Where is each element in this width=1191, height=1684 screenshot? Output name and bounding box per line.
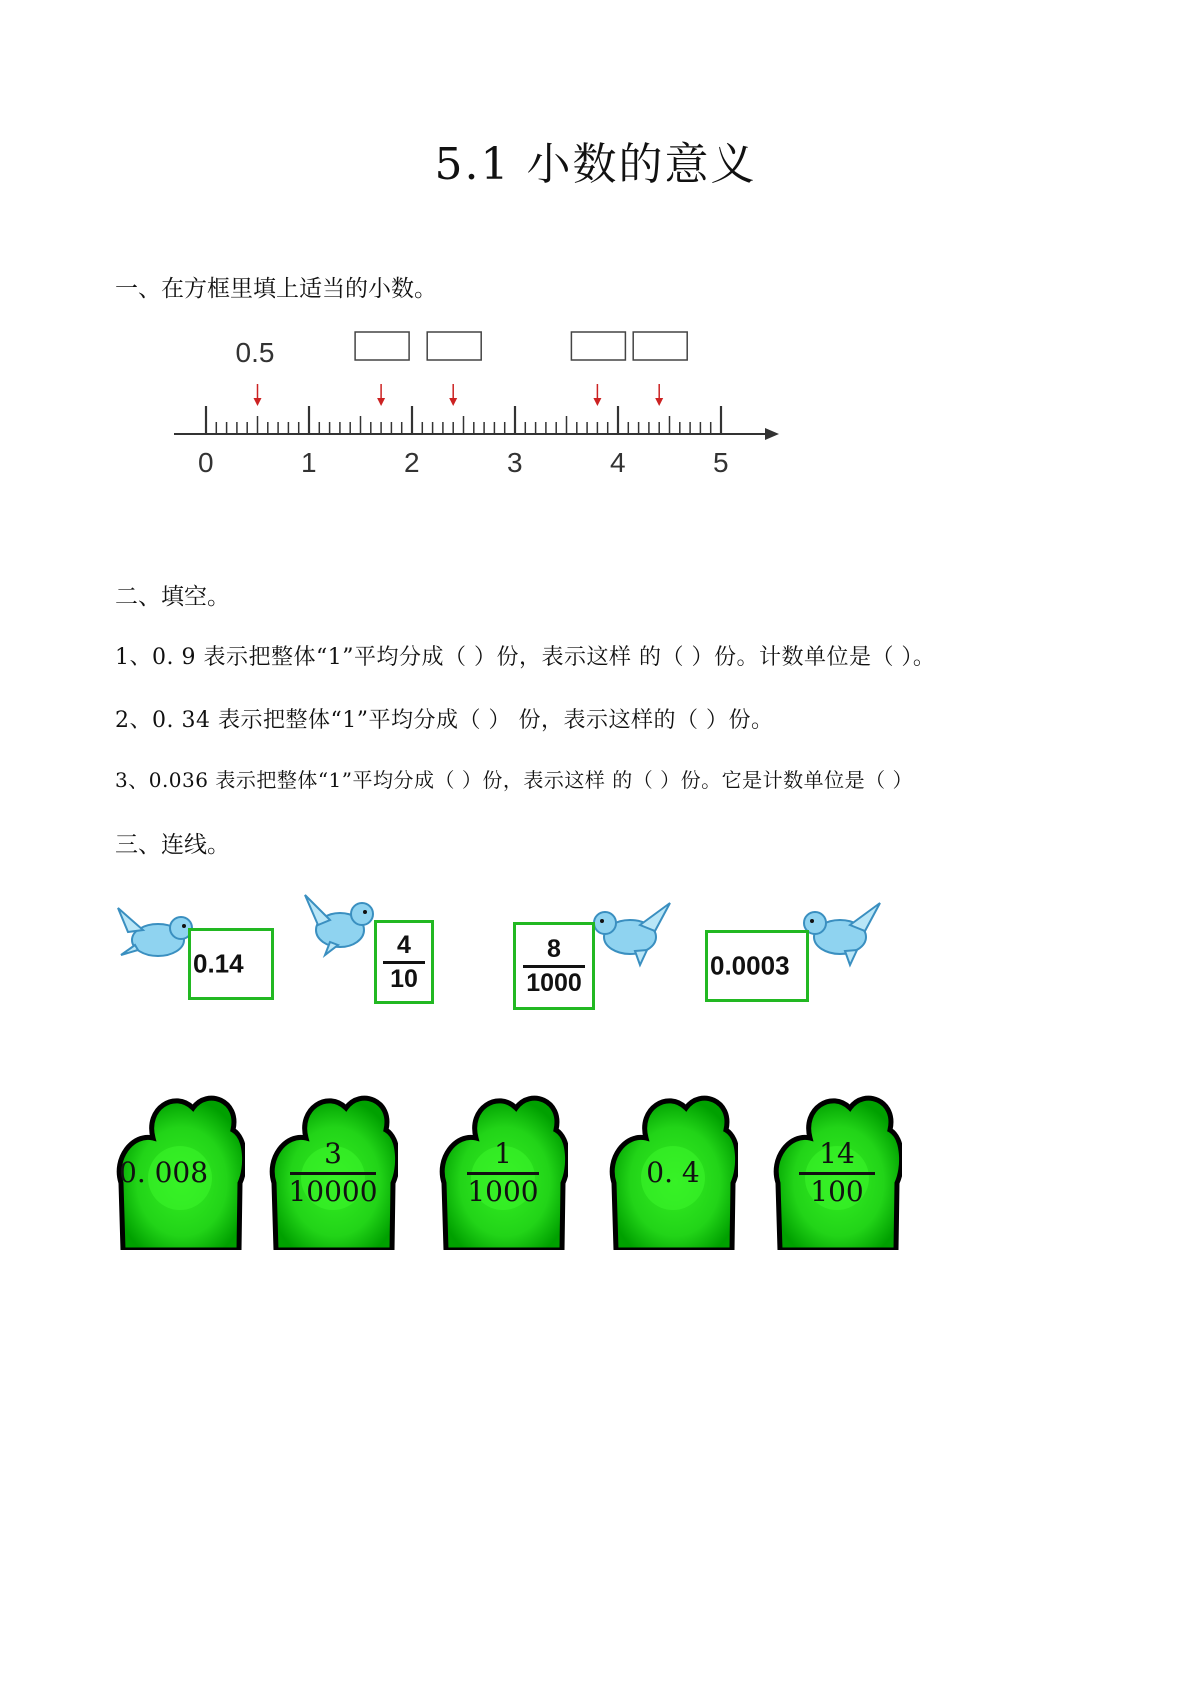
tick-label: 1: [301, 447, 317, 478]
section1-heading: 一、在方框里填上适当的小数。: [115, 276, 437, 302]
card-denominator: 1000: [526, 968, 582, 997]
answer-box[interactable]: [571, 332, 625, 360]
bush[interactable]: [772, 1078, 902, 1250]
bird-icon: [113, 900, 198, 970]
answer-box[interactable]: [633, 332, 687, 360]
number-line-arrowhead: [765, 428, 779, 440]
card-fraction[interactable]: [374, 920, 434, 1004]
number-line-given-label: 0.5: [235, 337, 275, 368]
answer-box[interactable]: [355, 332, 409, 360]
question-2: 2、0. 34 表示把整体“1”平均分成（ ） 份，表示这样的（ ）份。: [115, 708, 774, 733]
arrow-head: [593, 398, 601, 406]
bush[interactable]: [438, 1078, 568, 1250]
section3-heading: 三、连线。: [115, 832, 230, 858]
tick-label: 5: [713, 447, 729, 478]
tick-label: 4: [610, 447, 626, 478]
fraction-bar: [523, 965, 585, 968]
bird-icon: [585, 895, 675, 970]
card-numerator: 4: [397, 931, 411, 960]
question-3: 3、0.036 表示把整体“1”平均分成（ ）份，表示这样 的（ ）份。它是计数单位是（ ）: [115, 768, 913, 792]
arrow-head: [655, 398, 663, 406]
card-value: 0.14: [193, 948, 244, 979]
number-line: [160, 330, 800, 480]
card-decimal[interactable]: [188, 928, 274, 1000]
question-1: 1、0. 9 表示把整体“1”平均分成（ ）份，表示这样 的（ ）份。计数单位是（ ）。: [115, 645, 936, 670]
bird-icon: [300, 890, 385, 960]
section2-heading: 二、填空。: [115, 584, 230, 610]
bush[interactable]: [268, 1078, 398, 1250]
tick-label: 2: [404, 447, 420, 478]
arrow-head: [254, 398, 262, 406]
bush-denominator: 100: [810, 1174, 864, 1208]
answer-box[interactable]: [427, 332, 481, 360]
card-decimal[interactable]: [705, 930, 809, 1002]
card-fraction[interactable]: [513, 922, 595, 1010]
bush-numerator: 14: [819, 1136, 855, 1170]
bush-value: 0. 008: [119, 1155, 209, 1189]
fraction-bar: [383, 961, 425, 964]
bush[interactable]: [608, 1078, 738, 1250]
bush-value: 0. 4: [646, 1155, 700, 1189]
bush[interactable]: [115, 1078, 245, 1250]
arrow-head: [377, 398, 385, 406]
arrow-head: [449, 398, 457, 406]
card-value: 0.0003: [710, 950, 790, 981]
bush-denominator: 10000: [288, 1174, 378, 1208]
tick-label: 0: [198, 447, 214, 478]
tick-label: 3: [507, 447, 523, 478]
bush-numerator: 3: [324, 1136, 342, 1170]
bush-numerator: 1: [494, 1136, 512, 1170]
page-title: 5.1 小数的意义: [434, 139, 757, 190]
card-denominator: 10: [390, 964, 418, 993]
bush-denominator: 1000: [467, 1174, 539, 1208]
card-numerator: 8: [547, 935, 561, 964]
